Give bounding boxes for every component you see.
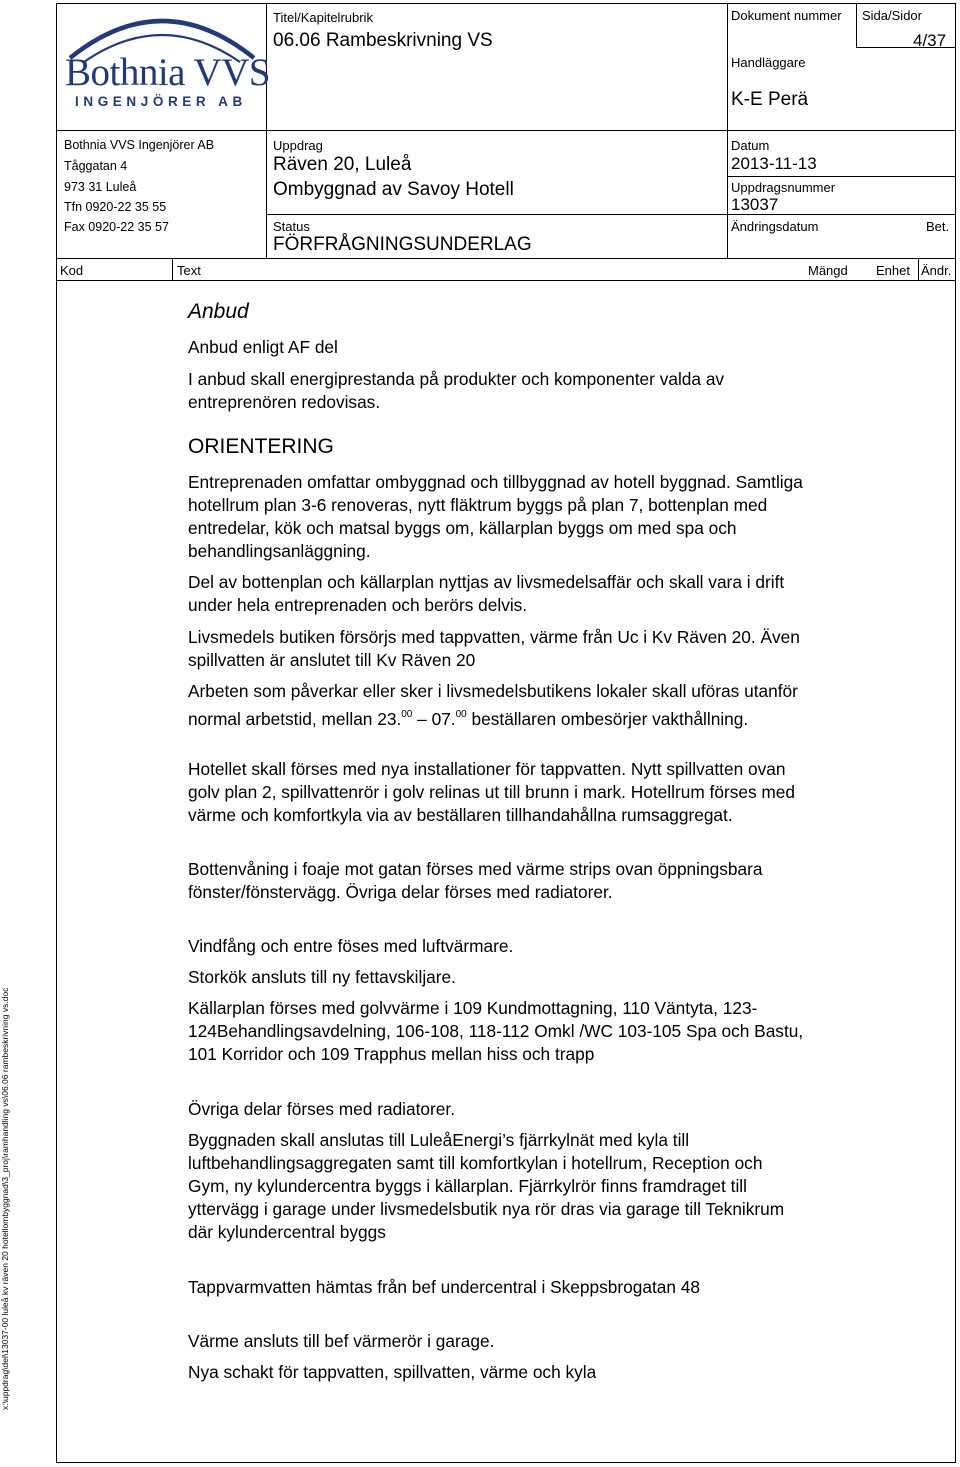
company-logo-subtitle: INGENJÖRER AB (75, 94, 247, 109)
assignment-line2: Ombyggnad av Savoy Hotell (273, 179, 514, 200)
paragraph: I anbud skall energiprestanda på produkter och komponenter valda av entreprenören redovisas. (188, 369, 725, 412)
header-divider (172, 258, 173, 280)
bet-label: Bet. (926, 219, 950, 234)
handler-label: Handläggare (731, 55, 806, 70)
paragraph: Vindfång och entre föses med luftvärmare. (188, 936, 514, 956)
paragraph: Livsmedels butiken försörjs med tappvatten, värme från Uc i Kv Räven 20. Även spillvatten är anslutet till Kv Räven 20 (188, 627, 800, 670)
superscript: 00 (455, 709, 467, 720)
date-value: 2013-11-13 (731, 154, 817, 173)
paragraph-text: beställaren ombesörjer vakthållning. (466, 709, 749, 729)
document-title: 06.06 Rambeskrivning VS (273, 30, 493, 51)
column-text: Text (177, 263, 201, 278)
header-divider (918, 258, 919, 280)
header-divider (856, 3, 857, 47)
paragraph: Del av bottenplan och källarplan nyttjas av livsmedelsaffär och skall vara i drift under hela entreprenaden och berörs delvis. (188, 572, 785, 615)
file-path: x:\uppdrag\del\13037-00 luleå kv räven 20 hotellombyggnad\3_proj\ramhandling vs\06.06 rambeskrivning vs.doc (0, 987, 10, 1410)
title-label: Titel/Kapitelrubrik (273, 10, 373, 25)
paragraph: Hotellet skall förses med nya installationer för tappvatten. Nytt spillvatten ovan golv plan 2, spillvattenrör i golv relinas ut till brunn i mark. Hotellrum förses med värme och komfortkyla via av beställaren tillhandahållna rumsaggregat. (188, 759, 796, 825)
header-divider (727, 176, 956, 177)
paragraph: Storkök ansluts till ny fettavskiljare. (188, 967, 456, 987)
section-heading-orientering: ORIENTERING (188, 435, 334, 458)
change-date-label: Ändringsdatum (731, 219, 819, 234)
company-phone: Tfn 0920-22 35 55 (64, 200, 167, 214)
doc-number-label: Dokument nummer (731, 8, 842, 23)
paragraph (188, 680, 808, 731)
company-fax: Fax 0920-22 35 57 (64, 220, 169, 234)
header-divider (56, 258, 956, 259)
assignment-label: Uppdrag (273, 138, 323, 153)
paragraph: Källarplan förses med golvvärme i 109 Kundmottagning, 110 Väntyta, 123-124Behandlingsavdelning, 106-108, 118-112 Omkl /WC 103-105 Spa och Bastu, 101 Korridor och 109 Trapphus mellan hiss och trapp (188, 998, 804, 1064)
paragraph: Bottenvåning i foaje mot gatan förses med värme strips ovan öppningsbara fönster/fönstervägg. Övriga delar förses med radiatorer. (188, 859, 763, 902)
header-divider (266, 214, 956, 215)
header-divider (266, 3, 267, 258)
column-andr: Ändr. (921, 263, 952, 278)
paragraph: Entreprenaden omfattar ombyggnad och tillbyggnad av hotell byggnad. Samtliga hotellrum plan 3-6 renoveras, nytt fläktrum byggs på plan 7, bottenplan med entredelar, kök och matsal byggs om, källarplan byggs om med spa och behandlingsanläggning. (188, 472, 803, 561)
header-divider (56, 130, 956, 131)
paragraph: Värme ansluts till bef värmerör i garage. (188, 1331, 495, 1351)
assignment-line1: Räven 20, Luleå (273, 154, 412, 175)
paragraph-text: – 07. (412, 709, 456, 729)
page-value: 4/37 (913, 31, 947, 50)
section-heading-anbud: Anbud (188, 300, 249, 323)
status-value: FÖRFRÅGNINGSUNDERLAG (273, 234, 532, 255)
paragraph: Övriga delar förses med radiatorer. (188, 1099, 456, 1119)
paragraph-text: Arbeten som påverkar eller sker i livsmedelsbutikens lokaler skall uföras utanför normal arbetstid, mellan 23. (188, 681, 798, 729)
header-divider (56, 280, 956, 281)
header-divider (727, 3, 728, 258)
company-city: 973 31 Luleå (64, 180, 137, 194)
assignment-number-value: 13037 (731, 195, 779, 214)
paragraph: Byggnaden skall anslutas till LuleåEnergi’s fjärrkylnät med kyla till luftbehandlingsaggregaten samt till komfortkylan i hotellrum, Reception och Gym, ny kylundercentra byggs i källarplan. Fjärrkylrör finns framdraget till yttervägg i garage under livsmedelsbutik nya rör dras via garage till Teknikrum där kylundercentral byggs (188, 1130, 785, 1242)
paragraph: Nya schakt för tappvatten, spillvatten, värme och kyla (188, 1362, 597, 1382)
company-street: Tåggatan 4 (64, 159, 128, 173)
column-kod: Kod (60, 263, 84, 278)
status-label: Status (273, 219, 310, 234)
paragraph: Anbud enligt AF del (188, 337, 338, 357)
assignment-number-label: Uppdragsnummer (731, 180, 836, 195)
company-name: Bothnia VVS Ingenjörer AB (64, 138, 215, 152)
date-label: Datum (731, 138, 770, 153)
superscript: 00 (401, 709, 413, 720)
paragraph: Tappvarmvatten hämtas från bef undercentral i Skeppsbrogatan 48 (188, 1277, 701, 1297)
column-enhet: Enhet (876, 263, 910, 278)
page-frame (56, 3, 956, 1463)
handler-value: K-E Perä (731, 89, 809, 110)
company-logo: Bothnia VVS (65, 51, 271, 94)
page-label: Sida/Sidor (862, 8, 922, 23)
column-mangd: Mängd (808, 263, 848, 278)
